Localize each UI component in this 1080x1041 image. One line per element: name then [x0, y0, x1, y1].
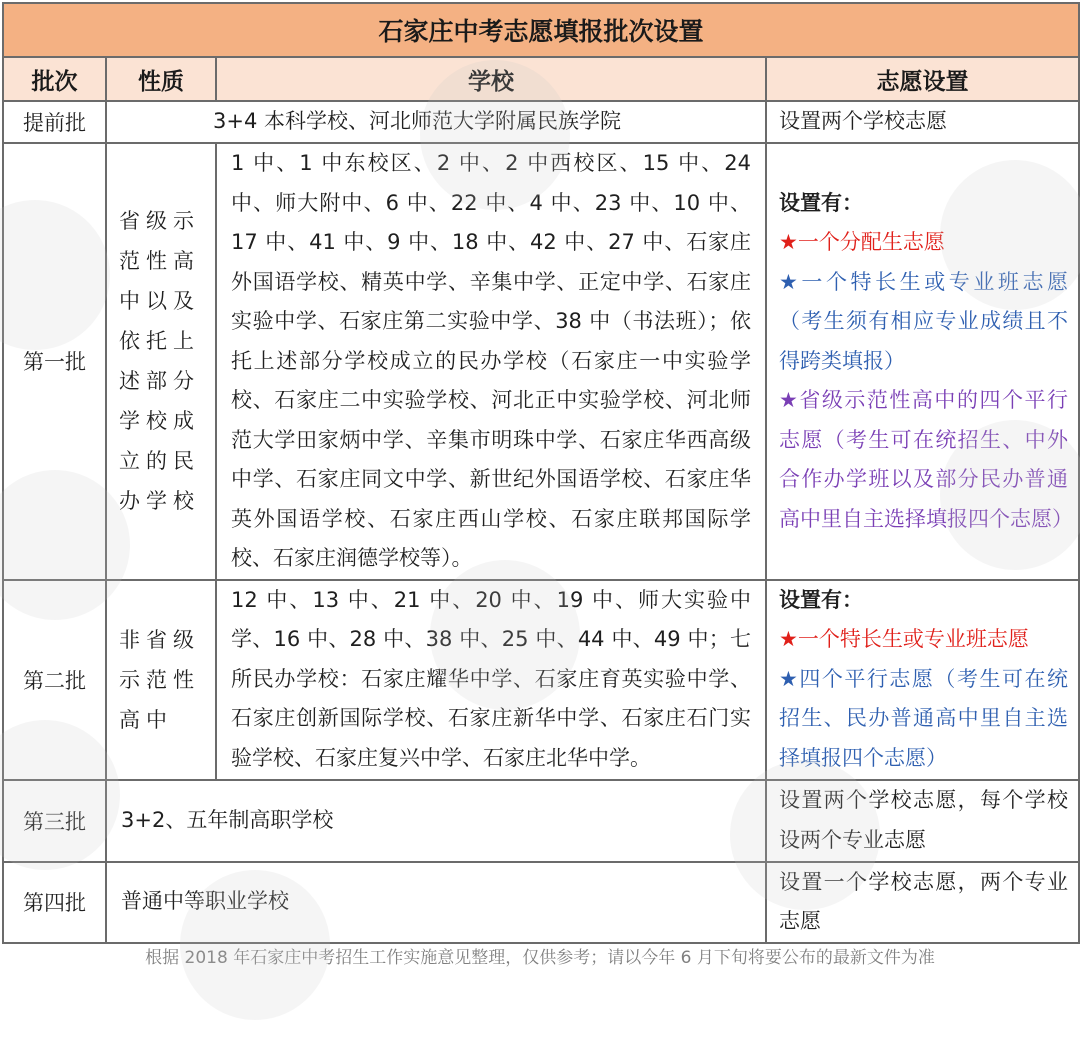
batch-cell-first: 第一批: [3, 143, 106, 580]
pref-heading: 设置有：: [779, 190, 863, 215]
header-preference: 志愿设置: [766, 57, 1079, 101]
header-batch: 批次: [3, 57, 106, 101]
table-row: [3, 143, 1079, 580]
table-row: [3, 101, 1079, 143]
pref-heading: 设置有：: [779, 587, 863, 612]
pref-item: ★一个分配生志愿: [779, 230, 945, 254]
pref-cell-fourth: 设置一个学校志愿，两个专业志愿: [766, 862, 1079, 943]
batch-cell-third: 第三批: [3, 780, 106, 862]
nature-cell-first: 省级示范性高中以及依托上述部分学校成立的民办学校: [106, 143, 216, 580]
batch-cell-fourth: 第四批: [3, 862, 106, 943]
table-row: [3, 862, 1079, 943]
pref-cell-third: 设置两个学校志愿，每个学校设两个专业志愿: [766, 780, 1079, 862]
page-title: 石家庄中考志愿填报批次设置: [3, 3, 1079, 57]
pref-cell-second: [766, 580, 1079, 780]
batch-cell-early: 提前批: [3, 101, 106, 143]
title-row: [3, 3, 1079, 57]
nature-cell-second: 非省级示范性高中: [106, 580, 216, 780]
header-school: 学校: [216, 57, 766, 101]
school-cell-second: 12 中、13 中、21 中、20 中、19 中、师大实验中学、16 中、28 中、38 中、25 中、44 中、49 中；七所民办学校：石家庄耀华中学、石家庄育英实验中学、石家庄创新国际学校、石家庄新华中学、石家庄石门实验学校、石家庄复兴中学、石家庄北华中学。: [216, 580, 766, 780]
pref-item: ★一个特长生或专业班志愿（考生须有相应专业成绩且不得跨类填报）: [779, 269, 1069, 373]
school-cell-first: 1 中、1 中东校区、2 中、2 中西校区、15 中、24 中、师大附中、6 中、22 中、4 中、23 中、10 中、17 中、41 中、9 中、18 中、42 中、27 中、石家庄外国语学校、精英中学、辛集中学、正定中学、石家庄实验中学、石家庄第二实验中学、38 中（书法班）；依托上述部分学校成立的民办学校（石家庄一中实验学校、石家庄二中实验学校、河北正中实验学校、河北师范大学田家炳中学、辛集市明珠中学、石家庄华西高级中学、石家庄同文中学、新世纪外国语学校、石家庄华英外国语学校、石家庄西山学校、石家庄联邦国际学校、石家庄润德学校等）。: [216, 143, 766, 580]
school-cell-fourth: 普通中等职业学校: [106, 862, 766, 943]
header-nature: 性质: [106, 57, 216, 101]
header-row: [3, 57, 1079, 101]
batch-cell-second: 第二批: [3, 580, 106, 780]
pref-cell-early: 设置两个学校志愿: [766, 101, 1079, 143]
footer-note: 根据 2018 年石家庄中考招生工作实施意见整理，仅供参考；请以今年 6 月下旬将要公布的最新文件为准: [145, 948, 935, 968]
pref-item: ★省级示范性高中的四个平行志愿（考生可在统招生、中外合作办学班以及部分民办普通高中里自主选择填报四个志愿）: [779, 388, 1073, 531]
pref-item: ★四个平行志愿（考生可在统招生、民办普通高中里自主选择填报四个志愿）: [779, 666, 1069, 770]
pref-item: ★一个特长生或专业班志愿: [779, 627, 1029, 652]
table-row: [3, 580, 1079, 780]
school-cell-early: 3+4 本科学校、河北师范大学附属民族学院: [106, 101, 766, 143]
pref-cell-first: [766, 143, 1079, 580]
school-cell-third: 3+2、五年制高职学校: [106, 780, 766, 862]
batch-table: [2, 2, 1080, 944]
table-row: [3, 780, 1079, 862]
table-wrapper: [2, 2, 1078, 944]
